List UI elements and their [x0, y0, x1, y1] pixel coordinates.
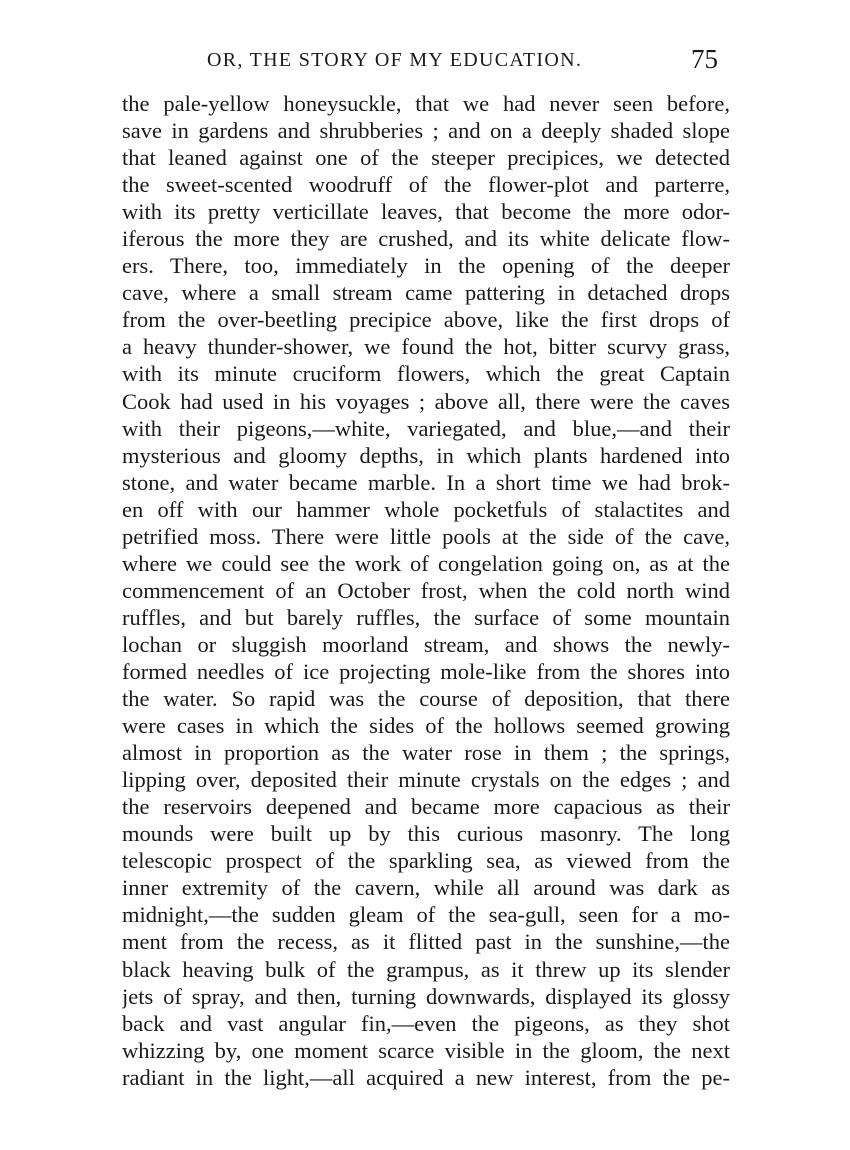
text-line: ruffles, and but barely ruffles, the surface of some mountain [122, 604, 730, 630]
text-line: ment from the recess, as it flitted past in the sunshine,—the [122, 929, 730, 955]
page-number: 75 [691, 44, 718, 74]
text-line: black heaving bulk of the grampus, as it threw up its slender [122, 956, 730, 982]
text-line: commencement of an October frost, when the cold north wind [122, 577, 730, 603]
text-line: petrified moss. There were little pools at the side of the cave, [122, 523, 730, 549]
text-line: where we could see the work of congelation going on, as at the [122, 550, 730, 576]
text-line: lochan or sluggish moorland stream, and shows the newly- [122, 631, 730, 657]
text-line: telescopic prospect of the sparkling sea, as viewed from the [122, 848, 730, 874]
text-line: the sweet-scented woodruff of the flower-plot and parterre, [122, 172, 730, 198]
running-head [122, 44, 722, 78]
text-line: from the over-beetling precipice above, like the first drops of [122, 307, 730, 333]
text-line: ers. There, too, immediately in the opening of the deeper [122, 253, 730, 279]
text-line: en off with our hammer whole pocketfuls of stalactites and [122, 496, 730, 522]
body-text [122, 90, 730, 1091]
text-line: formed needles of ice projecting mole-like from the shores into [122, 658, 730, 684]
text-line: almost in proportion as the water rose in them ; the springs, [122, 740, 730, 766]
text-line: mounds were built up by this curious masonry. The long [122, 821, 730, 847]
text-line: with their pigeons,—white, variegated, and blue,—and their [122, 415, 730, 441]
text-line: were cases in which the sides of the hollows seemed growing [122, 713, 730, 739]
text-line: radiant in the light,—all acquired a new interest, from the pe- [122, 1064, 730, 1090]
text-line: the pale-yellow honeysuckle, that we had never seen before, [122, 91, 730, 116]
text-line: with its pretty verticillate leaves, that become the more odor- [122, 199, 730, 225]
text-line: lipping over, deposited their minute crystals on the edges ; and [122, 767, 730, 793]
text-line: save in gardens and shrubberies ; and on a deeply shaded slope [122, 118, 730, 144]
text-line: iferous the more they are crushed, and its white delicate flow- [122, 226, 730, 252]
text-line: cave, where a small stream came pattering in detached drops [122, 280, 730, 306]
text-line: a heavy thunder-shower, we found the hot, bitter scurvy grass, [122, 334, 730, 360]
text-line: whizzing by, one moment scarce visible in the gloom, the next [122, 1037, 730, 1063]
text-line: the reservoirs deepened and became more capacious as their [122, 794, 730, 820]
text-line: Cook had used in his voyages ; above all, there were the caves [122, 388, 730, 414]
text-line: back and vast angular fin,—even the pigeons, as they shot [122, 1010, 730, 1036]
text-line: inner extremity of the cavern, while all around was dark as [122, 875, 730, 901]
text-line: with its minute cruciform flowers, which the great Captain [122, 361, 730, 387]
text-line: midnight,—the sudden gleam of the sea-gull, seen for a mo- [122, 902, 730, 928]
text-line: mysterious and gloomy depths, in which plants hardened into [122, 442, 730, 468]
text-line: that leaned against one of the steeper precipices, we detected [122, 145, 730, 171]
text-line: jets of spray, and then, turning downwards, displayed its glossy [122, 983, 730, 1009]
text-line: stone, and water became marble. In a short time we had brok- [122, 469, 730, 495]
running-title: OR, THE STORY OF MY EDUCATION. [207, 49, 583, 71]
text-line: the water. So rapid was the course of deposition, that there [122, 686, 730, 712]
